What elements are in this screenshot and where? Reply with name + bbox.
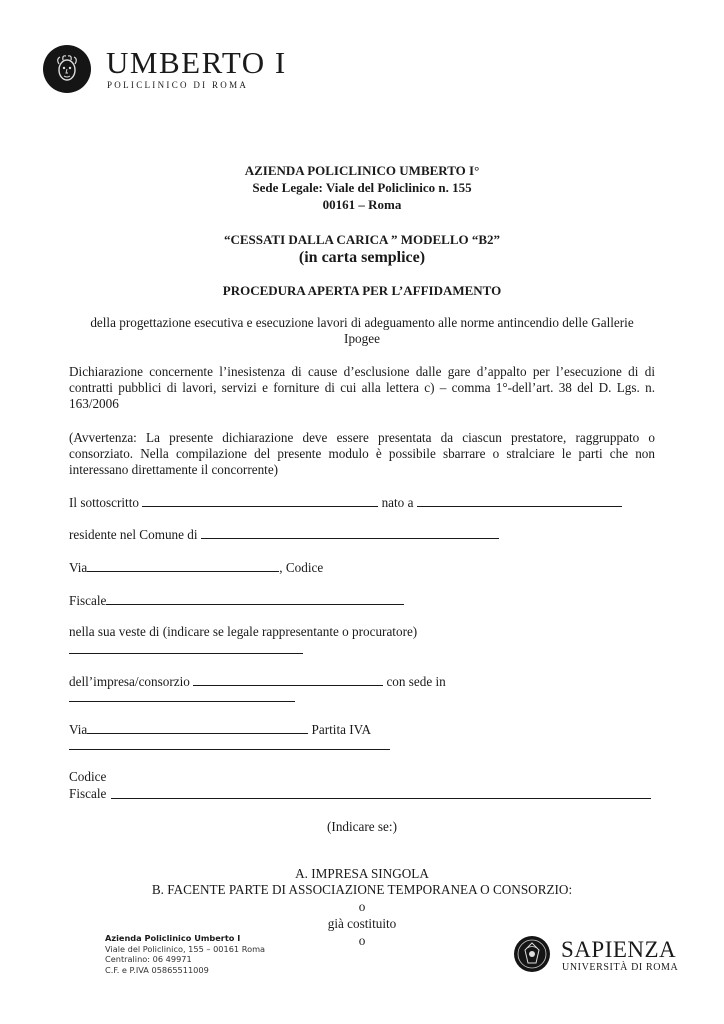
medusa-head-icon <box>43 45 91 93</box>
street2-field[interactable] <box>87 721 308 734</box>
footer-phone: Centralino: 06 49971 <box>105 954 192 964</box>
fiscal-label: Fiscale <box>69 593 107 608</box>
street-label: Via <box>69 560 88 575</box>
address-line-1: AZIENDA POLICLINICO UMBERTO I° <box>244 163 480 178</box>
procedure-object: della progettazione esecutiva e esecuzione lavori di adeguamento alle norme antincendio delle Gallerie Ipogee <box>90 315 634 346</box>
procedure-heading: PROCEDURA APERTA PER L’AFFIDAMENTO <box>222 283 502 298</box>
address-line-2: Sede Legale: Viale del Policlinico n. 155 <box>252 180 472 195</box>
street2-label: Via <box>69 722 88 737</box>
street2-row <box>69 721 655 738</box>
undersigned-field[interactable] <box>142 494 378 507</box>
residence-label: residente nel Comune di <box>69 527 198 542</box>
code-label: , Codice <box>279 560 324 575</box>
born-label: nato a <box>381 495 414 510</box>
company-field[interactable] <box>193 673 383 686</box>
sapienza-seal-icon <box>514 936 550 972</box>
brand-title: UMBERTO I <box>106 45 287 80</box>
role-label: nella sua veste di (indicare se legale rappresentante o procuratore) <box>69 624 418 639</box>
fiscal-row <box>69 592 655 609</box>
undersigned-label: Il sottoscritto <box>69 495 139 510</box>
footer-contact <box>105 933 265 975</box>
seat-field[interactable] <box>69 701 295 702</box>
street-row <box>69 559 655 576</box>
form-subtitle: (in carta semplice) <box>298 249 426 266</box>
fiscal-code-label-2: Fiscale <box>69 786 107 801</box>
footer-org: Azienda Policlinico Umberto I <box>105 933 241 943</box>
street-field[interactable] <box>87 559 279 572</box>
indicate-label: (Indicare se:) <box>327 819 397 834</box>
brand-subtitle: POLICLINICO DI ROMA <box>107 80 249 90</box>
fiscal-field[interactable] <box>106 592 404 605</box>
already-constituted: già costituito <box>327 916 397 931</box>
company-row <box>69 673 655 690</box>
warning-text: (Avvertenza: La presente dichiarazione deve essere presentata da ciascun prestatore, raggruppato o consorziato. Nella compilazione del presente modulo è possibile sbarrare o stralciare le parti che non interessano direttamente il concorrente) <box>69 430 655 477</box>
sapienza-subtitle: UNIVERSITÀ DI ROMA <box>562 962 679 973</box>
residence-field[interactable] <box>201 526 499 539</box>
undersigned-row <box>69 494 655 511</box>
form-title: “CESSATI DALLA CARICA ” MODELLO “B2” <box>223 232 501 247</box>
birthplace-field[interactable] <box>417 494 622 507</box>
option-b: B. FACENTE PARTE DI ASSOCIAZIONE TEMPORANEA O CONSORZIO: <box>151 882 573 897</box>
or-2: o <box>358 933 366 948</box>
address-line-3: 00161 – Roma <box>322 197 402 212</box>
role-field[interactable] <box>69 653 303 654</box>
company-label: dell’impresa/consorzio <box>69 674 190 689</box>
residence-row <box>69 526 655 543</box>
vat-label: Partita IVA <box>311 722 372 737</box>
or-1: o <box>358 899 366 914</box>
fiscal-code-label-1: Codice <box>69 769 107 784</box>
fiscal-code-field[interactable] <box>111 798 651 799</box>
option-a: A. IMPRESA SINGOLA <box>295 866 429 881</box>
seat-label: con sede in <box>386 674 446 689</box>
footer-address: Viale del Policlinico, 155 – 00161 Roma <box>105 943 266 954</box>
declaration-text: Dichiarazione concernente l’inesistenza di cause d’esclusione dalle gare d’appalto per l’esecuzione di di contratti pubblici di lavori, servizi e forniture di cui alla lettera c) – comma 1°-dell’art. 38 del D. Lgs. n. 163/2006 <box>69 364 655 411</box>
vat-field[interactable] <box>69 749 390 750</box>
footer-vat: C.F. e P.IVA 05865511009 <box>105 964 209 975</box>
sapienza-title: SAPIENZA <box>561 937 677 962</box>
